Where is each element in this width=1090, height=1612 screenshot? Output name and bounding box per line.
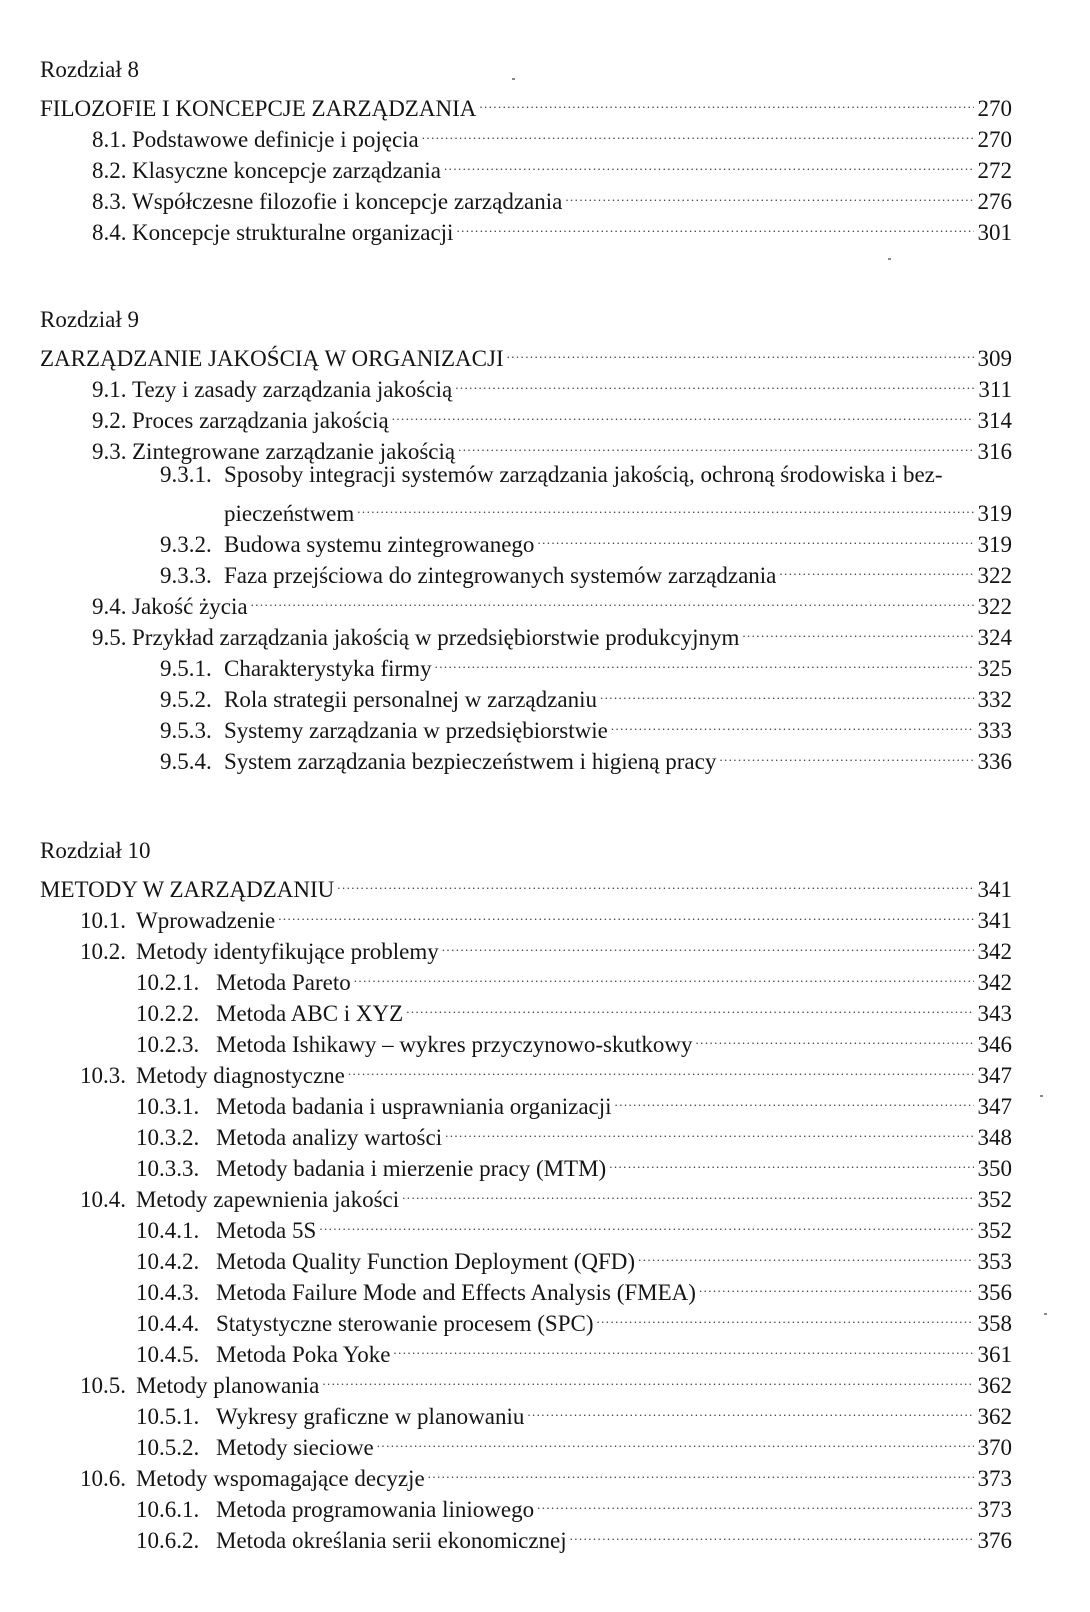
section-title: Wykresy graficzne w planowaniu <box>216 1404 525 1429</box>
page-number: 361 <box>977 1342 1012 1367</box>
toc-entry[interactable] <box>40 990 1012 1026</box>
section-number: 10.4.5. <box>136 1342 200 1367</box>
dot-leader <box>422 116 974 147</box>
toc-entry[interactable] <box>40 1052 1012 1088</box>
toc-entry[interactable] <box>40 1238 1012 1274</box>
dot-leader <box>348 1052 974 1083</box>
scan-speck <box>1040 1095 1043 1097</box>
dot-leader <box>442 928 974 959</box>
section-number: 8.2. <box>92 158 127 183</box>
dot-leader <box>455 366 974 397</box>
section-number: 9.5. <box>92 625 127 650</box>
page-number: 370 <box>977 1435 1012 1460</box>
toc-entry[interactable] <box>40 1145 1012 1181</box>
section-number: 10.5.1. <box>136 1404 200 1429</box>
dot-leader <box>527 1393 974 1424</box>
dot-leader <box>597 1300 975 1331</box>
section-title: Metoda Ishikawy – wykres przyczynowo-skutkowy <box>216 1032 693 1057</box>
section-title: Metoda badania i usprawniania organizacji <box>216 1094 612 1119</box>
section-number: 9.4. <box>92 594 127 619</box>
page-number: 346 <box>977 1032 1012 1057</box>
scan-speck <box>888 258 891 260</box>
toc-entry[interactable] <box>40 1486 1012 1522</box>
dot-leader <box>444 147 974 178</box>
dot-leader <box>609 1145 974 1176</box>
spacer <box>40 769 1012 835</box>
page-number: 319 <box>977 532 1012 557</box>
dot-leader <box>393 1331 974 1362</box>
page-number: 343 <box>977 1001 1012 1026</box>
page-number: 276 <box>977 189 1012 214</box>
dot-leader <box>357 490 974 521</box>
toc-entry[interactable] <box>40 676 1012 712</box>
section-number: 9.5.3. <box>160 718 212 743</box>
page-number: 341 <box>977 877 1012 902</box>
section-title: Koncepcje strukturalne organizacji <box>132 220 454 245</box>
chapter-9 <box>40 304 1012 774</box>
toc-entry[interactable] <box>40 645 1012 681</box>
section-title: Budowa systemu zintegrowanego <box>224 532 535 557</box>
section-number: 10.2.3. <box>136 1032 200 1057</box>
section-number: 8.1. <box>92 127 127 152</box>
section-number: 9.5.4. <box>160 749 212 774</box>
toc-entry[interactable] <box>40 1207 1012 1243</box>
page-number: 352 <box>977 1218 1012 1243</box>
toc-entry[interactable] <box>40 1269 1012 1305</box>
section-number: 10.1. <box>80 908 126 933</box>
toc-entry[interactable] <box>40 209 1012 245</box>
page-number: 314 <box>977 408 1012 433</box>
scan-speck <box>512 78 515 80</box>
dot-leader <box>638 1238 974 1269</box>
page-number: 347 <box>977 1094 1012 1119</box>
page-number: 353 <box>977 1249 1012 1274</box>
scan-speck <box>1044 1313 1047 1315</box>
dot-leader <box>570 1517 974 1548</box>
section-number: 8.3. <box>92 189 127 214</box>
section-number: 10.6.1. <box>136 1497 200 1522</box>
toc-entry[interactable] <box>40 928 1012 964</box>
dot-leader <box>699 1269 974 1300</box>
page-number: 376 <box>977 1528 1012 1553</box>
dot-leader <box>406 990 974 1021</box>
section-title: Proces zarządzania jakością <box>132 408 389 433</box>
dot-leader <box>742 614 974 645</box>
section-title: Podstawowe definicje i pojęcia <box>132 127 419 152</box>
section-title: Tezy i zasady zarządzania jakością <box>132 377 453 402</box>
chapter-title-row[interactable] <box>40 85 1012 121</box>
page-number: 309 <box>977 346 1012 371</box>
chapter-title: FILOZOFIE I KONCEPCJE ZARZĄDZANIA <box>40 96 477 121</box>
dot-leader <box>377 1424 974 1455</box>
page-number: 342 <box>977 970 1012 995</box>
chapter-8 <box>40 54 1012 245</box>
section-number: 10.2.2. <box>136 1001 200 1026</box>
section-title: Metoda 5S <box>216 1218 317 1243</box>
section-title: Metody planowania <box>136 1373 320 1398</box>
dot-leader <box>456 209 974 240</box>
page-number: 373 <box>977 1497 1012 1522</box>
page-number: 352 <box>977 1187 1012 1212</box>
toc-entry[interactable] <box>40 397 1012 433</box>
section-title: Metody badania i mierzenie pracy (MTM) <box>216 1156 607 1181</box>
dot-leader <box>435 645 974 676</box>
dot-leader <box>278 897 974 928</box>
section-title: Przykład zarządzania jakością w przedsiębiorstwie produkcyjnym <box>132 625 740 650</box>
page-number: 333 <box>977 718 1012 743</box>
section-title: Zintegrowane zarządzanie jakością <box>132 439 456 464</box>
section-number: 10.3.2. <box>136 1125 200 1150</box>
page-number: 322 <box>977 563 1012 588</box>
section-title: Metoda programowania liniowego <box>216 1497 535 1522</box>
dot-leader <box>615 1083 974 1114</box>
dot-leader <box>392 397 974 428</box>
chapter-10 <box>40 835 1012 1553</box>
dot-leader <box>696 1021 974 1052</box>
dot-leader <box>507 335 974 366</box>
toc-entry[interactable] <box>40 1362 1012 1398</box>
page-number: 350 <box>977 1156 1012 1181</box>
section-number: 10.4. <box>80 1187 126 1212</box>
section-number: 10.4.1. <box>136 1218 200 1243</box>
page-number: 272 <box>977 158 1012 183</box>
dot-leader <box>600 676 974 707</box>
toc-entry[interactable] <box>40 959 1012 995</box>
section-title: Rola strategii personalnej w zarządzaniu <box>224 687 597 712</box>
toc-entry[interactable] <box>40 738 1012 774</box>
section-number: 10.5. <box>80 1373 126 1398</box>
toc-entry[interactable] <box>40 1300 1012 1336</box>
page-number: 356 <box>977 1280 1012 1305</box>
chapter-label: Rozdział 10 <box>40 838 151 863</box>
section-number: 10.4.3. <box>136 1280 200 1305</box>
dot-leader <box>319 1207 974 1238</box>
section-number: 9.1. <box>92 377 127 402</box>
section-title: Metody identyfikujące problemy <box>136 939 439 964</box>
section-title: Metoda Failure Mode and Effects Analysis (FMEA) <box>216 1280 696 1305</box>
dot-leader <box>354 959 974 990</box>
toc-entry[interactable] <box>40 1393 1012 1429</box>
page-number: 324 <box>977 625 1012 650</box>
toc-entry[interactable] <box>40 1424 1012 1460</box>
section-number: 8.4. <box>92 220 127 245</box>
section-title: Klasyczne koncepcje zarządzania <box>132 158 442 183</box>
section-title: Metoda analizy wartości <box>216 1125 443 1150</box>
section-title: Systemy zarządzania w przedsiębiorstwie <box>224 718 608 743</box>
dot-leader <box>779 552 974 583</box>
page-number: 316 <box>977 439 1012 464</box>
page-number: 362 <box>977 1404 1012 1429</box>
page-number: 319 <box>977 501 1012 526</box>
section-number: 9.2. <box>92 408 127 433</box>
wrapped-line-2 <box>40 490 1012 526</box>
spacer <box>40 240 1012 304</box>
section-number: 10.6.2. <box>136 1528 200 1553</box>
section-title: Metody zapewnienia jakości <box>136 1187 400 1212</box>
toc-entry[interactable] <box>40 897 1012 933</box>
toc-entry[interactable] <box>40 1331 1012 1367</box>
page-number: 341 <box>977 908 1012 933</box>
section-number: 10.4.2. <box>136 1249 200 1274</box>
section-number: 10.3.1. <box>136 1094 200 1119</box>
page-number: 332 <box>977 687 1012 712</box>
chapter-title: METODY W ZARZĄDZANIU <box>40 877 335 902</box>
section-title-part-2: pieczeństwem <box>224 501 355 526</box>
toc-entry[interactable] <box>40 1114 1012 1150</box>
dot-leader <box>402 1176 974 1207</box>
section-title: Jakość życia <box>132 594 248 619</box>
toc-entry[interactable] <box>40 1517 1012 1553</box>
dot-leader <box>445 1114 974 1145</box>
section-number: 9.3.1. <box>160 462 212 487</box>
dot-leader <box>428 1455 974 1486</box>
toc-entry[interactable] <box>40 521 1012 557</box>
page-number: 358 <box>977 1311 1012 1336</box>
toc-entry[interactable] <box>40 366 1012 402</box>
page-number: 270 <box>977 96 1012 121</box>
toc-entry[interactable] <box>40 1021 1012 1057</box>
section-title: Metody sieciowe <box>216 1435 374 1460</box>
toc-entry[interactable] <box>40 1083 1012 1119</box>
toc-entry[interactable] <box>40 707 1012 743</box>
section-number: 10.5.2. <box>136 1435 200 1460</box>
section-number: 9.5.2. <box>160 687 212 712</box>
chapter-title-row[interactable] <box>40 866 1012 902</box>
page-number: 311 <box>978 377 1012 402</box>
section-title: Faza przejściowa do zintegrowanych systemów zarządzania <box>224 563 777 588</box>
dot-leader <box>458 428 974 459</box>
toc-entry[interactable] <box>40 178 1012 214</box>
toc-entry[interactable] <box>40 1455 1012 1491</box>
section-title: Statystyczne sterowanie procesem (SPC) <box>216 1311 594 1336</box>
dot-leader <box>537 1486 974 1517</box>
dot-leader <box>251 583 974 614</box>
section-number: 10.2. <box>80 939 126 964</box>
section-number: 10.3.3. <box>136 1156 200 1181</box>
dot-leader <box>322 1362 974 1393</box>
section-title: Charakterystyka firmy <box>224 656 432 681</box>
page-number: 348 <box>977 1125 1012 1150</box>
section-title: Metody wspomagające decyzje <box>136 1466 425 1491</box>
page-number: 342 <box>977 939 1012 964</box>
section-title: Metoda Pareto <box>216 970 351 995</box>
toc-entry[interactable] <box>40 116 1012 152</box>
toc-entry[interactable] <box>40 614 1012 650</box>
dot-leader <box>565 178 974 209</box>
page-number: 336 <box>977 749 1012 774</box>
dot-leader <box>611 707 974 738</box>
chapter-label: Rozdział 9 <box>40 307 139 332</box>
chapter-title: ZARZĄDZANIE JAKOŚCIĄ W ORGANIZACJI <box>40 346 504 371</box>
section-number: 10.6. <box>80 1466 126 1491</box>
page-number: 347 <box>977 1063 1012 1088</box>
section-title-part-1: Sposoby integracji systemów zarządzania jakością, ochroną środowiska i bez- <box>224 462 943 487</box>
section-number: 10.3. <box>80 1063 126 1088</box>
toc-entry[interactable] <box>40 1176 1012 1212</box>
toc-entry[interactable] <box>40 583 1012 619</box>
dot-leader <box>537 521 974 552</box>
page-number: 322 <box>977 594 1012 619</box>
page-number: 270 <box>977 127 1012 152</box>
section-number: 9.5.1. <box>160 656 212 681</box>
dot-leader <box>337 866 974 897</box>
section-title: Współczesne filozofie i koncepcje zarządzania <box>132 189 563 214</box>
toc-entry[interactable] <box>40 552 1012 588</box>
chapter-label: Rozdział 8 <box>40 57 139 82</box>
page-number: 325 <box>977 656 1012 681</box>
section-title: Metoda ABC i XYZ <box>216 1001 404 1026</box>
section-title: Wprowadzenie <box>136 908 276 933</box>
section-title: System zarządzania bezpieczeństwem i higieną pracy <box>224 749 717 774</box>
toc-entry-wrapped[interactable] <box>40 459 1012 526</box>
section-title: Metoda Poka Yoke <box>216 1342 391 1367</box>
page-number: 373 <box>977 1466 1012 1491</box>
section-title: Metody diagnostyczne <box>136 1063 345 1088</box>
section-title: Metoda Quality Function Deployment (QFD) <box>216 1249 636 1274</box>
toc-entry[interactable] <box>40 147 1012 183</box>
section-number: 9.3.3. <box>160 563 212 588</box>
section-number: 9.3. <box>92 439 127 464</box>
chapter-title-row[interactable] <box>40 335 1012 371</box>
toc-entry[interactable] <box>40 428 1012 464</box>
page-number: 362 <box>977 1373 1012 1398</box>
section-title: Metoda określania serii ekonomicznej <box>216 1528 567 1553</box>
page-number: 301 <box>977 220 1012 245</box>
section-number: 9.3.2. <box>160 532 212 557</box>
table-of-contents <box>40 54 1012 1553</box>
section-number: 10.2.1. <box>136 970 200 995</box>
dot-leader <box>479 85 974 116</box>
section-number: 10.4.4. <box>136 1311 200 1336</box>
dot-leader <box>719 738 974 769</box>
